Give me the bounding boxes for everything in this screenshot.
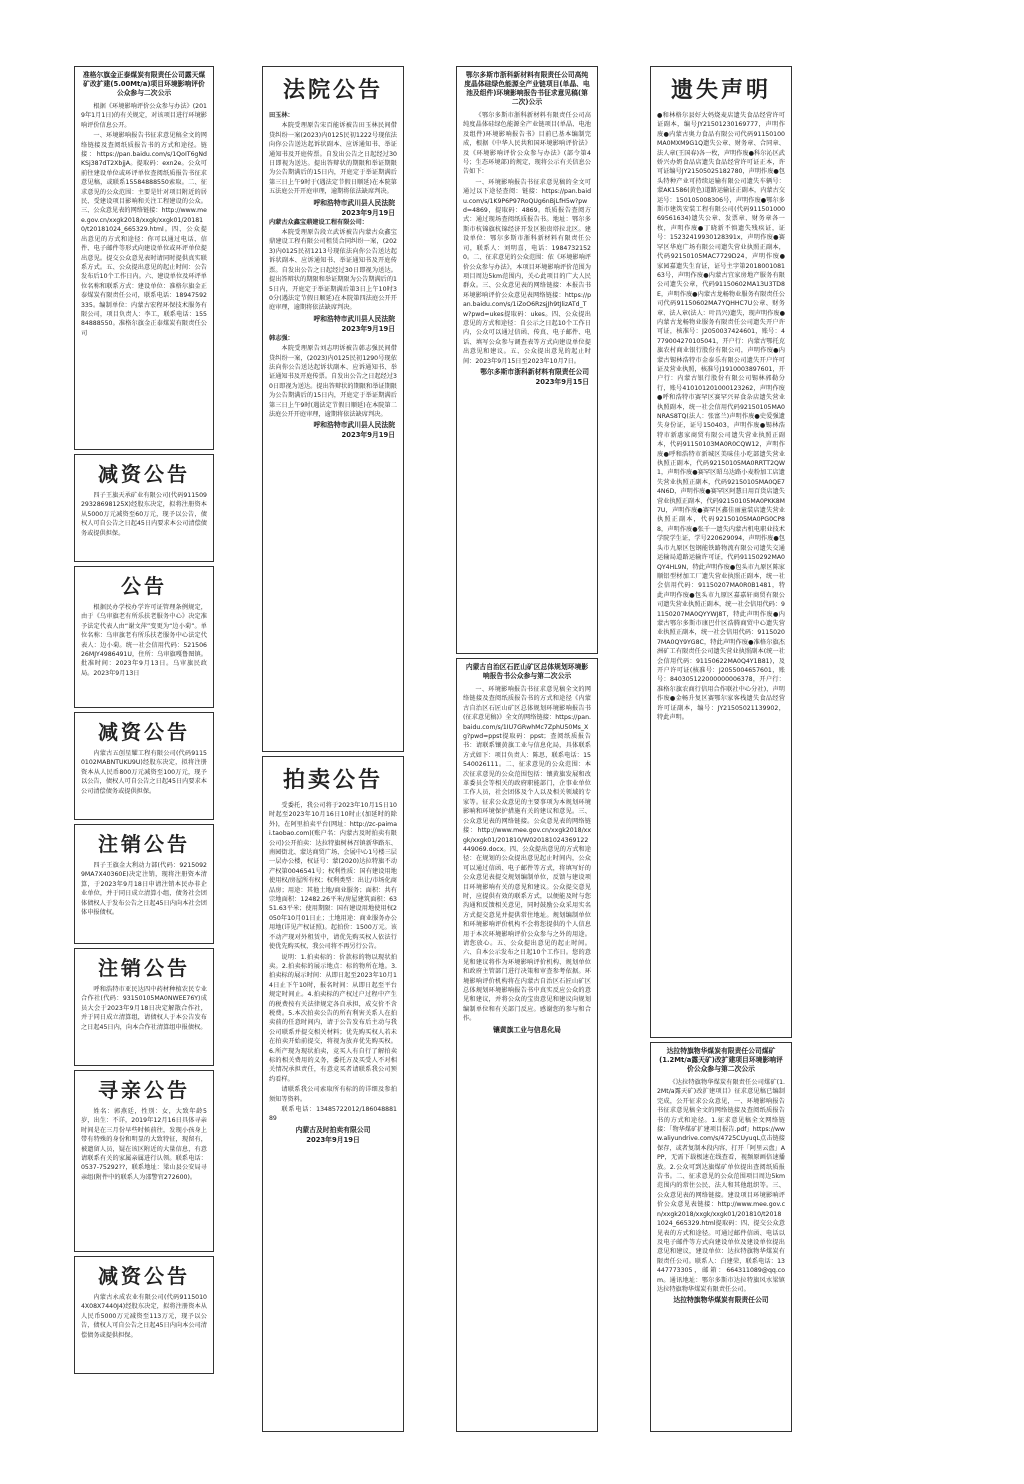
- notice-eia-shijiangshan: [456, 658, 598, 1432]
- notice-capital-reduction-1: [74, 454, 214, 562]
- signature-court: 呼和浩特市武川县人民法院: [313, 314, 395, 323]
- notice-body: [75, 491, 213, 538]
- notice-eia-wuhua: [650, 1042, 792, 1432]
- column-3: [456, 66, 598, 1432]
- paragraph: 联系电话：13485722012/18604888189: [269, 1106, 397, 1123]
- notice-family-search: [74, 1070, 214, 1252]
- notice-body: [75, 1107, 213, 1182]
- notice-title: 鄂尔多斯市浙科新材料有限责任公司高纯度晶体硅绿色能源全产业链项目(单晶、电池及组件)环境影响报告书征求意见稿(第二次)公示: [464, 71, 590, 106]
- notice-auction: [262, 756, 404, 1432]
- signature-company: 达拉特旗物华煤炭有限责任公司: [673, 1296, 769, 1305]
- notice-body: [75, 985, 213, 1032]
- paragraph: 根据《环境影响评价公众参与办法》(2019年1月1日)的有关规定，对该项目进行环境影响评价信息公开。: [81, 103, 207, 129]
- signature-agency: 镶黄旗工业与信息化局: [493, 1025, 561, 1034]
- paragraph: 《鄂尔多斯市浙科新材料有限责任公司高纯度晶体硅绿色能源全产业链项目(单晶、电池及组件)环境影响报告书》目前已基本编制完成，根据《中华人民共和国环境影响评价法》及《环境影响评价公众参与办法》(部令第4号；生态环境部)的规定，现将公示有关信息公告如下：: [463, 112, 591, 176]
- column-2: [262, 66, 404, 1432]
- notice-eia-jinzhengtai: [74, 66, 214, 450]
- notice-eia-zheke: [456, 66, 598, 654]
- paragraph: 四子王旗天承矿业有限公司(代码91150929328698125X)经股东决定，拟将注册资本从5000万元减资至60万元，现予以公告，债权人可自公告之日起45日内要求本公司清偿债务或提供担保。: [81, 492, 207, 537]
- signature-company: 鄂尔多斯市浙科新材料有限责任公司: [480, 367, 589, 376]
- notice-deregistration-2: [74, 948, 214, 1066]
- notice-body: [75, 603, 213, 678]
- paragraph: 本院受理原告段立武诉被告内蒙古众鑫宝鼎建设工程有限公司租赁合同纠纷一案，(2023)内0125民初1213号现依法向你公告送达起诉状副本、应诉通知书、举证通知书及开庭传票。自发出公告之日起经过30日即视为送达。提出答辩状的期限和举证期限为公告期满后的15日内，开庭定于举证期满后第3日上午10时30分(遇法定节假日顺延)在本院第四法庭公开开庭审理，逾期将依法缺席判决。: [269, 229, 397, 312]
- notice-title: 达拉特旗物华煤炭有限责任公司煤矿(1.2Mt/a露天矿)改扩建项目环境影响评价公众参与第二次公示: [659, 1047, 783, 1073]
- paragraph: 本院受理原告刘志明诉被告韩志强民间借贷纠纷一案，(2023)内0125民初1290号现依法向你公告送达起诉状副本、应诉通知书、举证通知书及开庭传票。自发出公告之日起经过30日即视为送达。提出答辩状的期限和举证期限为公告期满后的15日内，开庭定于举证期满后第三日上午9时(遇法定节假日顺延)在本院第二法庭公开开庭审理，逾期将依法缺席判决。: [269, 345, 397, 418]
- paragraph: 一、环境影响报告书征求意见稿全文的网络链接及查阅纸质报告书的方式和途径。链接：https://pan.baidu.com/s/1QoIT6gNdKSj387dT2XbjjA。提取码：exn2e。公众可前往建设单位或环评单位查阅纸质报告书征求意见稿，或联系15584888550索取。二、征求意见的公众范围：主要是针对项目附近的居民、受建设项目影响和关注工程建设的公众。三、公众意见表的网络链接：http://www.mee.gov.cn/xxgk2018/xxgk/xxgk01/201810/t20181024_665329.html。四、公众提出意见的方式和途径：你可以通过电话、信件、电子邮件等形式向建设单位或环评单位提出意见。提交公众意见表时请同时提供真实联系方式。五、公众提出意见的起止时间：公告发布后10个工作日内。六、建设单位及环评单位名称和联系方式：建设单位：准格尔旗金正泰煤炭有限责任公司，联系电话：18947592335。编制单位：内蒙古宏程环保技术服务有限公司，项目负责人：李工，联系电话：15584888550。准格尔旗金正泰煤炭有限责任公司: [81, 132, 207, 337]
- paragraph: 一、环境影响报告书征求意见稿的全文可通过以下途径查阅：链接：https://pan.baidu.com/s/1K9P6P97RoQUg6nBjLfH5w?pwd=4869，提取码：4869。纸质报告查阅方式：通过现场查阅纸质报告书。地址：鄂尔多斯市杭锦旗杭锦经济开发区独贵塔拉北区。建设单位：鄂尔多斯市浙科新材料有限责任公司，联系人：刘明喜，电话：19847321520。二、征求意见的公众范围：依《环境影响评价公众参与办法》，本项目环境影响评价范围为项目周边5km范围内，关心此项目的广大人民群众。三、公众意见表的网络链接：本报告书环境影响评价公众意见表网络链接：https://pan.baidu.com/s/1iZoO6RzsjJh9tJlizATd_Tw?pwd=ukes提取码：ukes。四、公众提出意见的方式和途径：自公示之日起10个工作日内，公众可以通过信函、传真、电子邮件、电话、填写公众参与调查表等方式向建设单位提出意见和建议。五、公众提出意见的起止时间：2023年9月15日至2023年10月7日。: [463, 178, 591, 365]
- signature-court: 呼和浩特市武川县人民法院: [313, 198, 395, 207]
- signature-court: 呼和浩特市武川县人民法院: [313, 421, 395, 430]
- signature-date: 2023年9月19日: [341, 431, 395, 440]
- paragraph: 四子王旗金大利动力部(代码：92150929MA7X40360E)决定注销，现将注册资本清算，于2023年9月18日申请注销本民办非企业单位，并于同日成立清算小组，债务社会团体债权人于发布公告之日起45日内向本社会团体申报债权。: [81, 862, 207, 917]
- court-item-3: [263, 334, 403, 420]
- court-item-2: [263, 218, 403, 313]
- column-4: [650, 66, 792, 1432]
- paragraph: 受委托，我公司将于2023年10月15日10时起至2023年10月16日10时止(加延时的除外)，在阿里拍卖平台(网址：http://zc-paimai.taobao.com)(账户名：内蒙古及时拍卖有限公司)公开拍卖：达拉特旗树林召镇新华路东、南园街北、蒙达商贸广场、会展中心1号楼三层一层办公楼，权证号：蒙(2020)达拉特旗不动产权第0046541号；权利性质：国有建设用地使用权/房屋所有权；权利类型：出让/市场化商品房；用途：其他土地/商业服务；面积：共有宗地面积：12482.26平米/房屋建筑面积：6351.63平米；使用期限：国有建设用地使用权2050年10月01日止；土地用途：商业服务办公用地(详见产权证照)。起拍价：1500万元。该不动产现对外租赁中，请优先购买权人依法行使优先购买权，我公司将不再另行公告。: [269, 802, 397, 951]
- notice-announcement: [74, 566, 214, 708]
- addressee: 韩志强：: [269, 334, 294, 342]
- notice-body: [75, 102, 213, 338]
- notice-title: 减资公告: [98, 462, 190, 486]
- notice-capital-reduction-3: [74, 1256, 214, 1374]
- paragraph: 说明：1.拍卖标的：价款标的物以现状拍卖。2.拍卖标的展示地点：标的物所在地。3.拍卖标的展示时间：从即日起至2023年10月14日止下午10时，报名时间：从即日起至平台规定时间止。4.拍卖标的产权过户过程中产生的税费按有关法律规定各自承担，成交价不含税费。5.本次拍卖公告的所有利害关系人在拍卖前的任意时间内，请于公告发布后主动与我公司联系并提交相关材料；优先购买权人若未在拍卖开始前提交，将视为放弃优先购买权。6.所产现为现状拍卖，竞买人有自行了解拍卖标的相关费用的义务，委托方及买受人不对相关情况承担责任，有意竞买者请联系我公司预约看样。: [269, 953, 397, 1083]
- addressee: 田玉林：: [269, 112, 294, 119]
- paragraph: 呼和浩特市亚民达四中药材种植农民专业合作社(代码：93150105MA0NWEE76Y)成员大会于2023年9月18日决定解散合作社，并于同日成立清算组，请债权人于本公告发布之日起45日内，向本合作社清算组申报债权。: [81, 986, 207, 1031]
- notice-title: 注销公告: [98, 832, 190, 856]
- addressee: 内蒙古众鑫宝鼎建设工程有限公司：: [269, 218, 368, 226]
- signature-date: 2023年9月19日: [341, 324, 395, 333]
- notice-capital-reduction-2: [74, 712, 214, 820]
- notice-body: [75, 861, 213, 917]
- notice-title: 准格尔旗金正泰煤炭有限责任公司露天煤矿改扩建(5.00Mt/a)项目环境影响评价公众参与二次公示: [82, 71, 206, 97]
- notice-title: 法院公告: [282, 77, 383, 103]
- notice-body: [651, 1078, 791, 1294]
- notice-body: [75, 749, 213, 796]
- signature-date: 2023年9月19日: [306, 1135, 360, 1144]
- signature-date: 2023年9月19日: [341, 208, 395, 217]
- notice-body: [75, 1293, 213, 1340]
- paragraph: 请联系我公司索取所有标的的详细及参拍须知等资料。: [269, 1086, 397, 1103]
- notice-title: 注销公告: [98, 956, 190, 980]
- notice-body: [263, 801, 403, 1124]
- paragraph: 姓名：郭燕廷，性别：女，大致年龄5岁，出生：不详，2019年12月16日具体寻亲时间是在三月份早些时候前往，发现小孩身上带有特殊的身份和明显的大致特征，现留有，被遗留人员，疑在该区附近的大量信息，有意请联系有关的家属亲属进行认领。联系电话：0537-75292??，联系地址：梁山县公安局寻亲组(附件中的联系人为邵警官272600)。: [81, 1108, 207, 1181]
- signature-company: 内蒙古及时拍卖有限公司: [295, 1125, 371, 1134]
- notice-body: [457, 111, 597, 366]
- notice-deregistration-1: [74, 824, 214, 944]
- paragraph: ●和林格尔县好大妈烧麦店遗失食品经营许可证副本，编号JY21501230169777，声明作废●内蒙古奥力食品有限公司代码91150100MA0MXM9G1Q遗失公章、财务章、合同章、法人章(王国春)各一枚，声明作废●科尔沁区武娇兴办奶食品店遗失食品经营许可证正本，许可证编号JY21505025182780，声明作废●包头特种产业可持续运输有限公司遗失车辆号：蒙AK1586(黄色)道路运输证正副本，内蒙古交运号：150105008306号，声明作废●鄂尔多斯市建筑安装工程有限公司(代码91150100069561634)遗失公章、发票章、财务章各一枚，声明作废●丁晓新不慎遗失残疾证，证号：15232419930128391x，声明作废●赛罕区华庭广场有限公司遗失营业执照正副本，代码92150105MAC7729D24，声明作废●家园嘉遗失生育证，证号主字第201800108163号，声明作废●内蒙古宜家房地产服务有限公司遗失公章，代码91150602MA13U3TD8E，声明作废●内蒙古龙畅物业服务有限责任公司代码91150602MA7YQHHC7U公章、财务章、法人章(法人：叶昌兴)遗失，现声明作废●内蒙古龙畅物业服务有限责任公司遗失开户许可证，核准号：J2050037424601，账号：4779004270105041，开户行：内蒙古鄂托克旗农村商业银行股份有限公司，声明作废●内蒙古锡林浩特市金泰乐有限公司遗失开户许可证及营业执照，核准号J1910003897601，开户行：内蒙古银行股份有限公司锡林郭勒分行，账号410101201000123262，声明作废●呼和浩特市赛罕区赛罕兴昇食杂店遗失营业执照副本，统一社会信用代码92150105MA0NRAS8TQ(法人：张富兰)声明作废●史爱强遗失身份证，证号150403，声明作废●锡林浩特市新惠家商贸有限公司遗失营业执照正副本，代码91150103MA0R0CQW12，声明作废●呼和浩特市新城区美味佳小吃部遗失营业执照正副本，代码92150105MA0RRTT2QW1，声明作废●赛罕区昭乌达路小麦粉加工店遗失营业执照正副本，代码92150105MA0QE74N6D，声明作废●赛罕区阿慧日用百货店遗失营业执照正副本，代码92150105MA0PKK8M7U，声明作废●赛罕区鑫佳丽童装店遗失营业执照正副本，代码92150105MA0PG0CP88，声明作废●张千一遗失内蒙古机电职业技术学院学生证，学号220629094，声明作废●包头市九原区包钢能铁路物流有限公司遗失交通运输局道路运输许可证，代码91150292MA0QY4HL9N，特此声明作废●包头市九原区陈家顺铝型材加工厂遗失营业执照正副本，统一社会信用代码：91150207MA0R0B1481，特此声明作废●包头市九原区嘉嘉轩商贸有限公司遗失营业执照正副本，统一社会信用代码：91150207MA0QYYWJ8T，特此声明作废●内蒙古鄂尔多斯市康巴什区浩腾商贸中心遗失营业执照正副本，统一社会信用代码：91150207MA0QY9YG8C，特此声明作废●准格尔旗杰洲矿工有限责任公司遗失营业执照副本(统一社会信用代码：91150622MA0Q4Y1B81)，及开户许可证(核准号：J2055004657601，账号：840305122000000006378，开户行：准格尔旗农商行信用合作联社中心分社)，声明作废●金畅升复区赛鄂尔家客栈遗失食品经营许可证副本，编号：JY21505021139902，特此声明。: [657, 112, 785, 721]
- column-1: [74, 66, 214, 1374]
- notice-court: [262, 66, 404, 752]
- paragraph: 《达拉特旗物华煤炭有限责任公司煤矿(1.2Mt/a露天矿)改扩建项目》征求意见稿已编制完成，公开征求公众意见，一、环境影响报告书征求意见稿全文的网络链接及查阅纸质报告书的方式和途径。1.征求意见稿全文网络链接：「物华煤矿扩建项目报告.pdf」https://www.aliyundrive.com/s/4725CUyuqL点击链接保存，或者复制本段内容，打开「阿里云盘」APP，无需下载极速在线查看，视频原画倍速播放。2.公众可到达旗煤矿单位提出查阅纸质报告书。二、征求意见的公众范围项目周边5km范围内的常住公民、法人和其他组织等。三、公众意见表的网络链接。建设项目环境影响评价公众意见表链接：http://www.mee.gov.cn/xxgk2018/xxgk/xxgk01/201810/t20181024_665329.html提取码：四、提交公众意见表的方式和途径。可通过邮件信函、电话以及电子邮件等方式向建设单位及建设单位提出意见和建议，建设单位：达拉特旗物华煤炭有限责任公司。联系人：白建荣，联系电话：13447773305，邮箱：664311089@qq.com。通讯地址：鄂尔多斯市达拉特旗风水梁镇达拉特旗物华煤炭有限责任公司。: [657, 1079, 785, 1293]
- notice-title: 内蒙古自治区石匠山矿区总体规划环境影响报告书公众参与第二次公示: [465, 663, 589, 680]
- notice-title: 公告: [121, 574, 167, 598]
- notice-title: 寻亲公告: [98, 1078, 190, 1102]
- notice-lost-declarations: [650, 66, 792, 1038]
- paragraph: 根据民办学校办学许可证管理条例规定，由于《乌审旗老有所乐扶老服务中心》决定准予法定代表人由“谢文萍”变更为“边小菊”。单位名称：乌审旗老有所乐扶老服务中心法定代表人：边小菊。统一社会信用代码：52150626MJY4986491U，住所：乌审旗嘎鲁图镇。批准时间：2023年9月13日。乌审旗民政局。2023年9月13日: [81, 604, 207, 677]
- notice-title: 减资公告: [98, 1264, 190, 1288]
- notice-title: 拍卖公告: [282, 767, 383, 793]
- notice-body: [651, 111, 791, 722]
- signature-date: 2023年9月15日: [535, 377, 589, 386]
- paragraph: 内蒙古五创星耀工程有限公司(代码91150102MABNTUKU9U)经股东决定，拟将注册资本从人民币800万元减资至100万元，现予以公告，债权人可自公告之日起45日内要求本公司清偿债务或提供担保。: [81, 750, 207, 795]
- paragraph: 一、环境影响报告书征求意见稿全文的网络链接及查阅纸质报告书的方式和途径《内蒙古自治区石匠山矿区总体规划环境影响报告书(征求意见稿)》全文的网络链接：https://pan.baidu.com/s/1IU7GRwhMc7ZphU50Ms_Xg?pwd=ppst提取码：ppst；查阅纸质报告书：请联系镶黄旗工业与信息化局，具体联系方式如下：项目负责人：陈思，联系电话：15540026111。二、征求意见的公众范围：本次征求意见的公众范围包括：镶黄旗发展和改革委员会等相关的政府职能部门，企事业单位工作人员，社会团体及个人以及相关领域的专家等。征求公众意见的主要事项为本规划环境影响和环境保护措施有关的建议和意见。三、公众意见表的网络链接。公众意见表的网络链接：http://www.mee.gov.cn/xxgk2018/xxgk/xxgk01/201810/W020181024369122449069.docx。四、公众提出意见的方式和途径：在规划的公众提出意见起止时间内，公众可以通过信函、电子邮件等方式，将填写好的公众意见表提交规划编制单位，反馈与建设项目环境影响有关的意见和建议。公众提交意见时，应提供有效的联系方式，以便能及时与您沟通和反馈相关意见，同时鼓励公众采用实名方式提交意见并提供常住地址。规划编制单位和环境影响评价机构不会将您提供的个人信息用于本次环境影响评价公众参与之外的用途。请您放心。五、公众提出意见的起止时间。六、自本公示发布之日起10个工作日。您的意见和建议将作为环境影响评价机构、规划单位和政府主管部门进行决策和审查参考依据。环境影响评价机构将在内蒙古自治区石匠山矿区总体规划环境影响报告书中真实反应公众的意见和建议，并将公众的宝贵意见和建议向规划编制单位和有关部门反应。感谢您的参与和合作。: [463, 686, 591, 1023]
- paragraph: 本院受理原告宋百能诉被告田玉林民间借贷纠纷一案(2023)内0125民初1222号现依法向你公告送达起诉状副本、应诉通知书、举证通知书及开庭传票。自发出公告之日起经过30日即视为送达。提出答辩状的期限和举证期限为公告期满后的15日内，开庭定于举证期满后第三日上午9时于(遇法定节假日顺延)在本院第五法庭公开开庭审理，逾期将依法缺席判决。: [269, 122, 397, 196]
- notice-title: 遗失声明: [670, 77, 771, 103]
- court-item-1: [263, 111, 403, 197]
- notice-body: [457, 685, 597, 1024]
- paragraph: 内蒙古永成农业有限公司(代码91150104X08X7440J4)经股东决定，拟将注册资本从人民币5000万元减资至113万元，现予以公告，债权人可自公告之日起45日内向本公司清偿债务或提供担保。: [81, 1294, 207, 1339]
- notice-title: 减资公告: [98, 720, 190, 744]
